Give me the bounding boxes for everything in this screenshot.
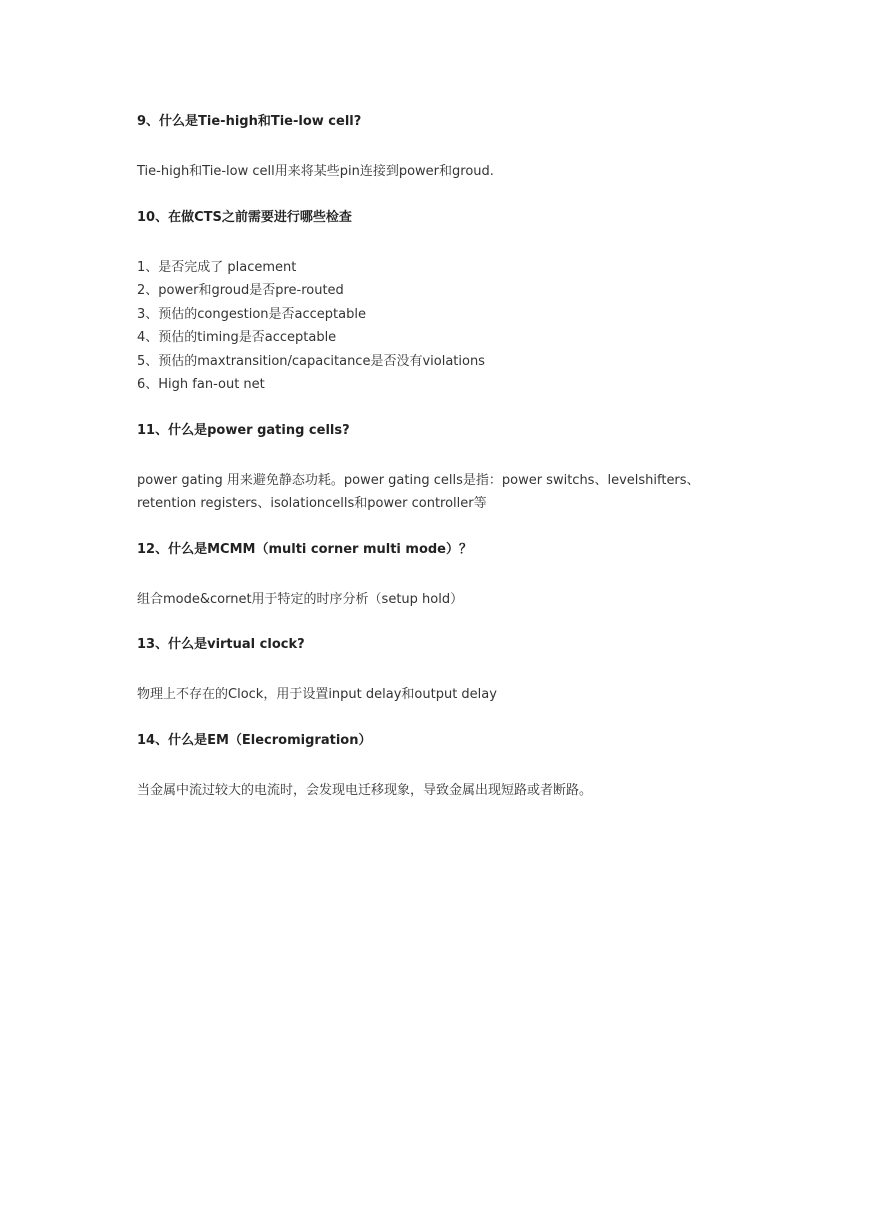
section-body <box>137 469 777 516</box>
section-body <box>137 256 777 397</box>
section-12 <box>137 540 777 612</box>
section-heading: 12、什么是MCMM（multi corner multi mode）？ <box>137 541 473 557</box>
list-item: 3、预估的congestion是否acceptable <box>137 306 366 322</box>
section-body <box>137 779 777 803</box>
list-item: 2、power和groud是否pre-routed <box>137 283 344 298</box>
list-item: 4、预估的timing是否acceptable <box>137 330 337 345</box>
section-body <box>137 683 777 707</box>
section-heading: 9、什么是Tie-high和Tie-low cell? <box>137 114 362 129</box>
section-14 <box>137 731 777 803</box>
section-11 <box>137 421 777 516</box>
section-10 <box>137 208 777 397</box>
section-heading: 10、在做CTS之前需要进行哪些检查 <box>137 209 352 225</box>
body-line: 组合mode&cornet用于特定的时序分析（setup hold） <box>137 591 464 607</box>
section-13 <box>137 635 777 707</box>
body-line: Tie-high和Tie-low cell用来将某些pin连接到power和groud. <box>137 164 494 179</box>
body-line: power gating 用来避免静态功耗。power gating cells是指：power switchs、levelshifters、 <box>137 472 700 488</box>
list-item: 1、是否完成了 placement <box>137 259 297 275</box>
section-heading: 11、什么是power gating cells? <box>137 422 350 438</box>
list-item: 5、预估的maxtransition/capacitance是否没有violations <box>137 353 485 369</box>
section-9 <box>137 112 777 184</box>
document-page <box>137 112 777 802</box>
section-heading: 13、什么是virtual clock? <box>137 637 305 652</box>
section-body <box>137 588 777 612</box>
section-body <box>137 160 777 184</box>
body-line: retention registers、isolationcells和power controller等 <box>137 496 487 511</box>
body-line: 当金属中流过较大的电流时，会发现电迁移现象，导致金属出现短路或者断路。 <box>137 782 593 798</box>
list-item: 6、High fan-out net <box>137 377 265 392</box>
body-line: 物理上不存在的Clock，用于设置input delay和output delay <box>137 687 497 702</box>
section-heading: 14、什么是EM（Elecromigration） <box>137 732 372 748</box>
